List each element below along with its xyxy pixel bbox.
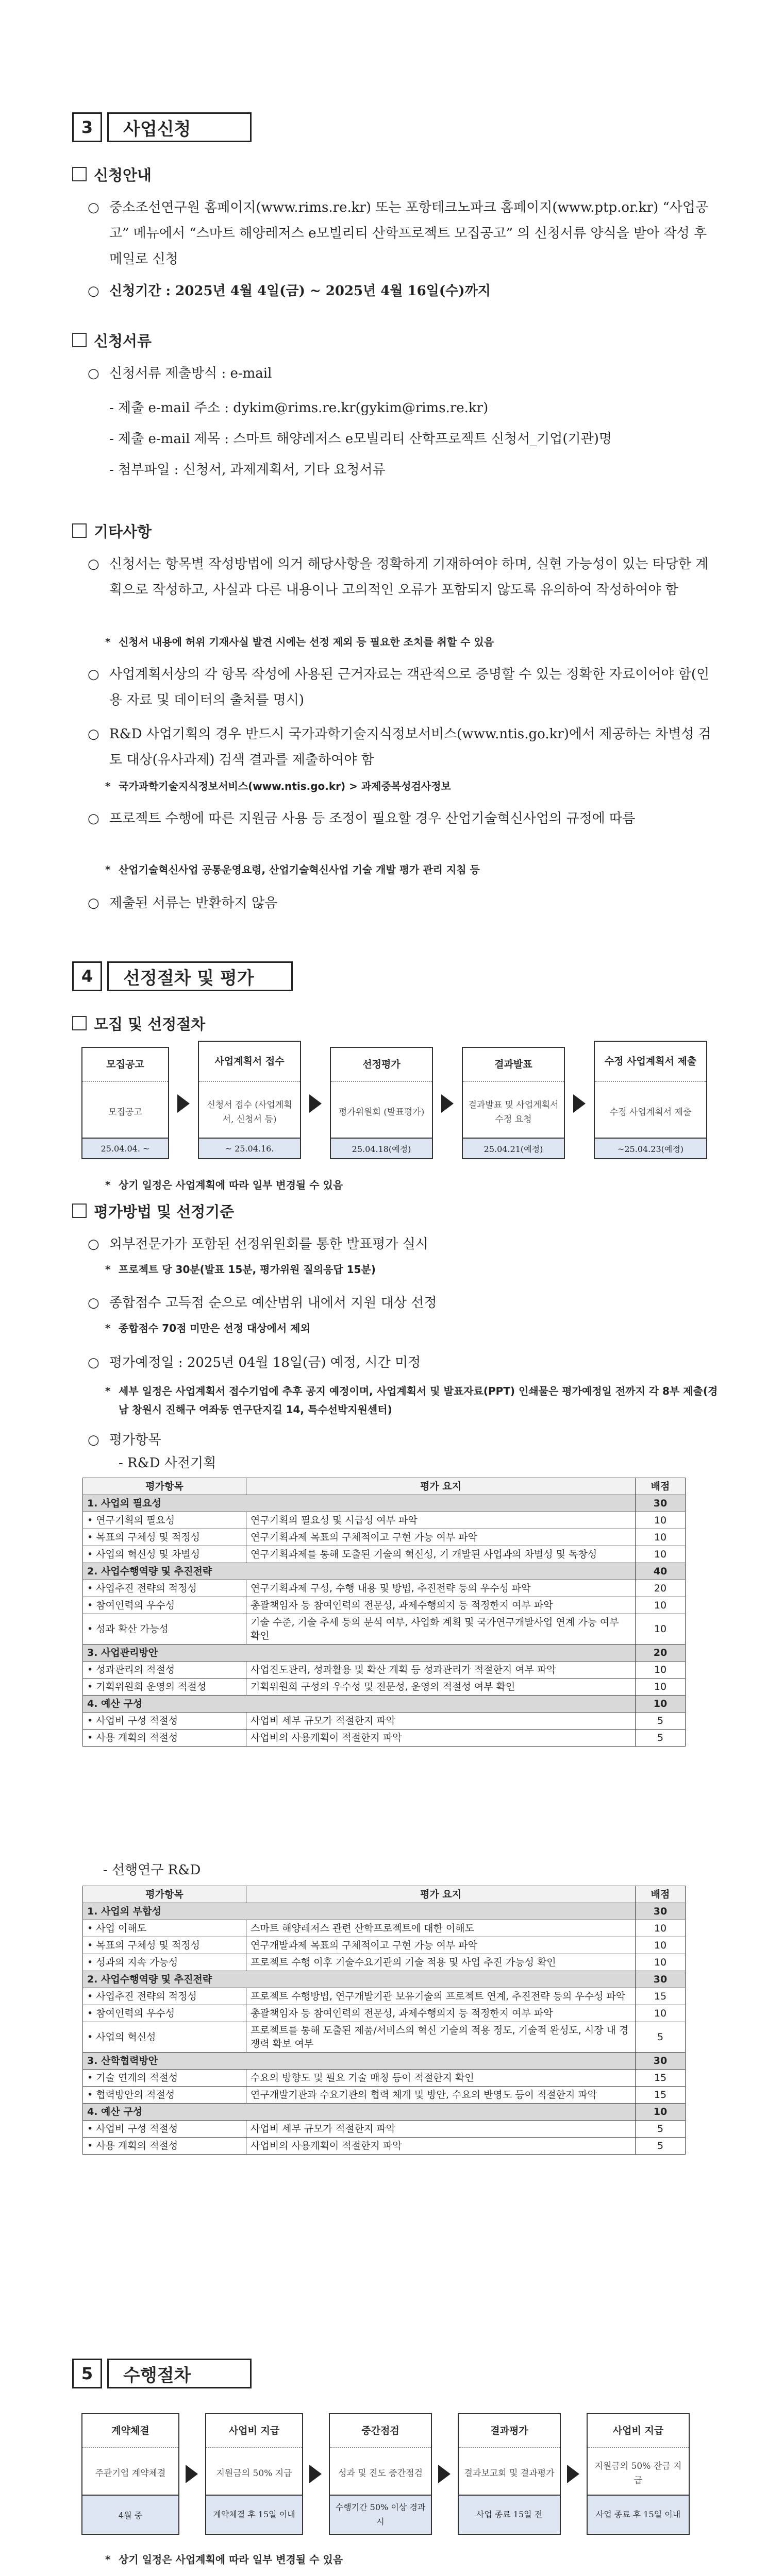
subsection-heading — [72, 1013, 205, 1034]
score-cell: 5 — [636, 1730, 686, 1747]
checkbox-icon — [72, 333, 87, 347]
table-row — [83, 1546, 686, 1563]
evaluation-table-preceding-rnd — [82, 1886, 686, 2155]
table-row — [83, 1662, 686, 1679]
flow-step-body: 주관기업 계약체결 — [95, 2468, 166, 2479]
star-bullet-icon: * — [105, 1263, 111, 1276]
table-row — [83, 1954, 686, 1971]
checkbox-icon — [72, 523, 87, 538]
star-bullet-icon: * — [105, 1322, 111, 1334]
arrow-right-icon — [309, 1094, 322, 1113]
paragraph — [88, 1350, 718, 1376]
paragraph-text: 중소조선연구원 홈페이지(www.rims.re.kr) 또는 포항테크노파크 홈페이지(www.ptp.or.kr) “사업공고” 메뉴에서 “스마트 해양레저스 e모빌리티 산학프로젝트 모집공고” 의 신청서류 양식을 받아 작성 후 메일로 신청 — [109, 200, 709, 267]
category-cell: 1. 사업의 부합성 — [83, 1903, 636, 1920]
flow-step-body: 결과보고회 및 결과평가 — [464, 2468, 555, 2479]
column-header: 평가항목 — [83, 1886, 246, 1903]
item-cell: • 목표의 구체성 및 적정성 — [83, 1937, 246, 1954]
column-header: 평가 요지 — [246, 1478, 636, 1495]
flow-step — [330, 1047, 433, 1159]
flow-step-title: 사업계획서 접수 — [199, 1042, 300, 1082]
table-row — [83, 1920, 686, 1937]
paragraph — [88, 721, 718, 773]
circle-bullet-icon: ○ — [88, 811, 99, 826]
table-label: - R&D 사전기획 — [119, 1455, 216, 1471]
note — [105, 777, 722, 795]
flow-step — [587, 2413, 690, 2535]
note-text: 상기 일정은 사업계획에 따라 일부 변경될 수 있음 — [119, 1179, 343, 1191]
category-cell: 3. 사업관리방안 — [83, 1645, 636, 1662]
flow-step-title: 사업비 지급 — [588, 2414, 689, 2448]
score-cell: 20 — [636, 1580, 686, 1597]
description-cell: 연구기획과제 구성, 수행 내용 및 방법, 추진전략 등의 우수성 파악 — [246, 1580, 636, 1597]
score-cell: 10 — [636, 2104, 686, 2121]
description-cell: 연구기획과제 목표의 구체적이고 구현 가능 여부 파악 — [246, 1529, 636, 1546]
circle-bullet-icon: ○ — [88, 895, 99, 911]
note — [105, 1176, 722, 1194]
column-header: 평가항목 — [83, 1478, 246, 1495]
star-bullet-icon: * — [105, 2553, 111, 2566]
arrow-right-icon — [567, 2465, 579, 2483]
flow-step-date: 25.04.04. ~ — [82, 1138, 168, 1158]
subsection-heading — [72, 1200, 234, 1222]
note-text: 산업기술혁신사업 공통운영요령, 산업기술혁신사업 기술 개발 평가 관리 지침 등 — [119, 863, 480, 876]
execution-flow-diagram — [76, 2413, 715, 2537]
description-cell: 스마트 해양레저스 관련 산학프로젝트에 대한 이해도 — [246, 1920, 636, 1937]
subsection-heading — [72, 520, 152, 541]
note — [105, 1260, 722, 1279]
section-title: 사업신청 — [107, 112, 252, 142]
section-number: 5 — [72, 2359, 102, 2388]
item-cell: • 사업의 혁신성 및 차별성 — [83, 1546, 246, 1563]
table-row — [83, 1988, 686, 2005]
flow-step-date: 25.04.18(예정) — [331, 1138, 432, 1158]
flow-step-body: 결과발표 및 사업계획서 수정 요청 — [468, 1100, 559, 1125]
note-text: 국가과학기술지식정보서비스(www.ntis.go.kr) > 과제중복성검사정보 — [119, 780, 451, 792]
table-category-row — [83, 1495, 686, 1512]
table-row — [83, 1580, 686, 1597]
circle-bullet-icon: ○ — [88, 1295, 99, 1311]
note — [105, 1319, 722, 1337]
item-cell: • 성과관리의 적절성 — [83, 1662, 246, 1679]
circle-bullet-icon: ○ — [88, 667, 99, 682]
category-cell: 1. 사업의 필요성 — [83, 1495, 636, 1512]
score-cell: 10 — [636, 1920, 686, 1937]
subsection-title: 기타사항 — [94, 523, 152, 540]
circle-bullet-icon: ○ — [88, 726, 99, 742]
paragraph-text: 평가항목 — [109, 1432, 161, 1448]
paragraph-text: 제출된 서류는 반환하지 않음 — [109, 895, 278, 911]
note — [105, 860, 722, 879]
flow-step-title: 중간점검 — [330, 2414, 431, 2448]
item-cell: • 연구기획의 필요성 — [83, 1512, 246, 1529]
score-cell: 20 — [636, 1645, 686, 1662]
paragraph-text: 프로젝트 수행에 따른 지원금 사용 등 조정이 필요할 경우 산업기술혁신사업의 규정에 따름 — [109, 811, 636, 826]
score-cell: 10 — [636, 1679, 686, 1696]
category-cell: 2. 사업수행역량 및 추진전략 — [83, 1971, 636, 1988]
arrow-right-icon — [177, 1094, 190, 1113]
paragraph — [88, 806, 718, 832]
checkbox-icon — [72, 1016, 87, 1030]
subsection-heading — [72, 330, 152, 351]
flow-step-body: 평가위원회 (발표평가) — [338, 1107, 425, 1117]
note-text: 프로젝트 당 30분(발표 15분, 평가위원 질의응답 15분) — [119, 1263, 376, 1276]
arrow-right-icon — [186, 2465, 198, 2483]
description-cell: 사업진도관리, 성과활용 및 확산 계획 등 성과관리가 적절한지 여부 파악 — [246, 1662, 636, 1679]
paragraph — [88, 551, 718, 603]
score-cell: 40 — [636, 1563, 686, 1580]
star-bullet-icon: * — [105, 780, 111, 792]
flow-step-body: 모집공고 — [108, 1107, 142, 1117]
item-cell: • 사용 계획의 적절성 — [83, 2138, 246, 2155]
section-3-header — [72, 112, 252, 142]
subsection-heading — [72, 164, 152, 185]
star-bullet-icon: * — [105, 636, 111, 648]
score-cell: 10 — [636, 1597, 686, 1614]
table-row — [83, 1529, 686, 1546]
arrow-right-icon — [438, 2465, 451, 2483]
dash-item: - 첨부파일 : 신청서, 과제계획서, 기타 요청서류 — [109, 462, 386, 478]
dash-item: - 제출 e-mail 제목 : 스마트 해양레저스 e모빌리티 산학프로젝트 신청서_기업(기관)명 — [109, 431, 612, 447]
flow-step-date: 4월 중 — [82, 2495, 178, 2534]
score-cell: 30 — [636, 1495, 686, 1512]
table-header-row — [83, 1478, 686, 1495]
score-cell: 10 — [636, 1529, 686, 1546]
flow-step-title: 사업비 지급 — [206, 2414, 302, 2448]
flow-step-title: 결과발표 — [463, 1048, 564, 1082]
item-cell: • 기획위원회 운영의 적절성 — [83, 1679, 246, 1696]
flow-step-date: 계약체결 후 15일 이내 — [206, 2495, 302, 2534]
table-row — [83, 1730, 686, 1747]
subsection-title: 신청안내 — [94, 166, 152, 184]
description-cell: 연구기획과제를 통해 도출된 기술의 혁신성, 기 개발된 사업과의 차별성 및 독창성 — [246, 1546, 636, 1563]
flow-step — [329, 2413, 432, 2535]
score-cell: 5 — [636, 1713, 686, 1730]
circle-bullet-icon: ○ — [88, 366, 99, 381]
score-cell: 10 — [636, 1954, 686, 1971]
item-cell: • 성과 확산 가능성 — [83, 1614, 246, 1645]
score-cell: 10 — [636, 1512, 686, 1529]
circle-bullet-icon: ○ — [88, 556, 99, 572]
score-cell: 5 — [636, 2138, 686, 2155]
paragraph-text: 외부전문가가 포함된 선정위원회를 통한 발표평가 실시 — [109, 1236, 428, 1252]
flow-step — [462, 1047, 565, 1159]
flow-step — [198, 1041, 301, 1159]
table-row — [83, 1614, 686, 1645]
subsection-title: 모집 및 선정절차 — [94, 1015, 206, 1033]
star-bullet-icon: * — [105, 863, 111, 876]
column-header: 평가 요지 — [246, 1886, 636, 1903]
column-header: 배점 — [636, 1478, 686, 1495]
description-cell: 총괄책임자 등 참여인력의 전문성, 과제수행의지 등 적정한지 여부 파악 — [246, 1597, 636, 1614]
flow-step-title: 선정평가 — [331, 1048, 432, 1082]
score-cell: 15 — [636, 2087, 686, 2104]
flow-step-date: 사업 종료 15일 전 — [459, 2495, 560, 2534]
flow-step-title: 계약체결 — [82, 2414, 178, 2448]
table-row — [83, 2138, 686, 2155]
description-cell: 사업비의 사용계획이 적절한지 파악 — [246, 1730, 636, 1747]
score-cell: 5 — [636, 2121, 686, 2138]
description-cell: 연구개발기관과 수요기관의 협력 체계 및 방안, 수요의 반영도 등이 적절한지 파악 — [246, 2087, 636, 2104]
star-bullet-icon — [105, 2574, 110, 2576]
description-cell: 기술 수준, 기술 추세 등의 분석 여부, 사업화 계획 및 국가연구개발사업 연계 가능 여부 확인 — [246, 1614, 636, 1645]
score-cell: 10 — [636, 1546, 686, 1563]
description-cell: 사업비의 사용계획이 적절한지 파악 — [246, 2138, 636, 2155]
flow-step-body: 수정 사업계획서 제출 — [609, 1107, 692, 1117]
description-cell: 사업비 세부 규모가 적절한지 파악 — [246, 1713, 636, 1730]
note-text: 신청서 내용에 허위 기재사실 발견 시에는 선정 제외 등 필요한 조치를 취할 수 있음 — [119, 636, 494, 648]
item-cell: • 사업 이해도 — [83, 1920, 246, 1937]
dash-item: - 제출 e-mail 주소 : dykim@rims.re.kr(gykim@rims.re.kr) — [109, 400, 489, 416]
item-cell: • 사업추진 전략의 적정성 — [83, 1988, 246, 2005]
table-row — [83, 2070, 686, 2087]
score-cell: 15 — [636, 1988, 686, 2005]
table-row — [83, 1597, 686, 1614]
flow-step — [594, 1041, 707, 1159]
table-label: - 선행연구 R&D — [103, 1862, 201, 1878]
flow-step-title: 모집공고 — [82, 1048, 168, 1082]
score-cell: 30 — [636, 1903, 686, 1920]
table-category-row — [83, 1971, 686, 1988]
section-5-header — [72, 2359, 252, 2388]
category-cell: 3. 산학협력방안 — [83, 2053, 636, 2070]
description-cell: 사업비 세부 규모가 적절한지 파악 — [246, 2121, 636, 2138]
section-title: 선정절차 및 평가 — [107, 961, 293, 991]
category-cell: 2. 사업수행역량 및 추진전략 — [83, 1563, 636, 1580]
circle-bullet-icon: ○ — [88, 200, 99, 215]
item-cell: • 협력방안의 적절성 — [83, 2087, 246, 2104]
subsection-title: 신청서류 — [94, 332, 152, 350]
circle-bullet-icon: ○ — [88, 1432, 99, 1448]
table-category-row — [83, 2104, 686, 2121]
score-cell: 10 — [636, 1696, 686, 1713]
arrow-right-icon — [441, 1094, 454, 1113]
selection-flow-diagram — [76, 1041, 715, 1162]
table-row — [83, 1679, 686, 1696]
arrow-right-icon — [309, 2465, 322, 2483]
flow-step-body: 신청서 접수 (사업계획서, 신청서 등) — [207, 1100, 292, 1125]
table-category-row — [83, 1903, 686, 1920]
subsection-title: 평가방법 및 선정기준 — [94, 1203, 235, 1221]
table-category-row — [83, 1645, 686, 1662]
table-row — [83, 2022, 686, 2053]
item-cell: • 참여인력의 우수성 — [83, 2005, 246, 2022]
paragraph — [88, 662, 718, 713]
score-cell: 10 — [636, 1614, 686, 1645]
item-cell: • 성과의 지속 가능성 — [83, 1954, 246, 1971]
table-category-row — [83, 2053, 686, 2070]
table-row — [83, 2005, 686, 2022]
flow-step-date: 수행기간 50% 이상 경과 시 — [330, 2495, 431, 2534]
evaluation-table-rnd-planning — [82, 1478, 686, 1747]
score-cell: 10 — [636, 2005, 686, 2022]
flow-step-title: 수정 사업계획서 제출 — [595, 1042, 706, 1082]
note — [105, 1382, 722, 1419]
checkbox-icon — [72, 167, 87, 181]
flow-step — [81, 1047, 169, 1159]
circle-bullet-icon: ○ — [88, 1355, 99, 1370]
circle-bullet-icon: ○ — [88, 1236, 99, 1252]
item-cell: • 기술 연계의 적절성 — [83, 2070, 246, 2087]
description-cell: 총괄책임자 등 참여인력의 전문성, 과제수행의지 등 적정한지 여부 파악 — [246, 2005, 636, 2022]
star-bullet-icon: * — [105, 1179, 111, 1191]
description-cell: 프로젝트를 통해 도출된 제품/서비스의 혁신 기술의 적용 정도, 기술적 완성도, 시장 내 경쟁력 확보 여부 — [246, 2022, 636, 2053]
description-cell: 프로젝트 수행방법, 연구개발기관 보유기술의 프로젝트 연계, 추진전략 등의 우수성 파악 — [246, 1988, 636, 2005]
category-cell: 4. 예산 구성 — [83, 1696, 636, 1713]
score-cell: 10 — [636, 1937, 686, 1954]
table-row — [83, 2121, 686, 2138]
note-text: 종합점수 70점 미만은 선정 대상에서 제외 — [119, 1322, 310, 1334]
description-cell: 기획위원회 구성의 우수성 및 전문성, 운영의 적절성 여부 확인 — [246, 1679, 636, 1696]
paragraph-text: 신청기간 : 2025년 4월 4일(금) ~ 2025년 4월 16일(수)까지 — [109, 283, 491, 299]
table-header-row — [83, 1886, 686, 1903]
table-row — [83, 2087, 686, 2104]
note — [105, 2550, 722, 2569]
table-category-row — [83, 1563, 686, 1580]
paragraph-text: 사업계획서상의 각 항목 작성에 사용된 근거자료는 객관적으로 증명할 수 있는 정확한 자료이어야 함(인용 자료 및 데이터의 출처를 명시) — [109, 667, 710, 708]
paragraph — [88, 890, 718, 916]
paragraph — [88, 361, 718, 386]
section-title: 수행절차 — [107, 2359, 252, 2388]
section-number: 4 — [72, 961, 102, 991]
score-cell: 30 — [636, 1971, 686, 1988]
column-header: 배점 — [636, 1886, 686, 1903]
item-cell: • 목표의 구체성 및 적정성 — [83, 1529, 246, 1546]
note-text: 세부 일정은 사업계획서 접수기업에 추후 공지 예정이며, 사업계획서 및 발표자료(PPT) 인쇄물은 평가예정일 전까지 각 8부 제출(경남 창원시 진해구 여좌동 연구단지길 14, 특수선박지원센터) — [119, 1385, 718, 1416]
paragraph-text: R&D 사업기획의 경우 반드시 국가과학기술지식정보서비스(www.ntis.go.kr)에서 제공하는 차별성 검토 대상(유사과제) 검색 결과를 제출하여야 함 — [109, 726, 711, 768]
score-cell: 10 — [636, 1662, 686, 1679]
flow-step-body: 성과 및 진도 중간점검 — [338, 2468, 423, 2479]
table-row — [83, 1512, 686, 1529]
flow-step — [205, 2413, 303, 2535]
paragraph — [88, 1231, 718, 1257]
table-row — [83, 1937, 686, 1954]
star-bullet-icon: * — [105, 1385, 111, 1397]
category-cell: 4. 예산 구성 — [83, 2104, 636, 2121]
note — [105, 633, 722, 651]
paragraph — [88, 278, 718, 304]
paragraph-text: 종합점수 고득점 순으로 예산범위 내에서 지원 대상 선정 — [109, 1295, 437, 1311]
note-text: 상기 일정은 사업계획에 따라 일부 변경될 수 있음 — [119, 2553, 343, 2566]
flow-step-date: 25.04.21(예정) — [463, 1138, 564, 1158]
section-number: 3 — [72, 112, 102, 142]
paragraph-text: 신청서는 항목별 작성방법에 의거 해당사항을 정확하게 기재하여야 하며, 실현 가능성이 있는 타당한 계획으로 작성하고, 사실과 다른 내용이나 고의적인 오류가 포함되지 않도록 유의하여 작성하여야 함 — [109, 556, 709, 598]
note — [119, 2574, 722, 2576]
item-cell: • 참여인력의 우수성 — [83, 1597, 246, 1614]
score-cell: 30 — [636, 2053, 686, 2070]
flow-step-title: 결과평가 — [459, 2414, 560, 2448]
flow-step-body: 지원금의 50% 지급 — [216, 2468, 292, 2479]
item-cell: • 사업비 구성 적절성 — [83, 1713, 246, 1730]
flow-step — [81, 2413, 179, 2535]
flow-step-body: 지원금의 50% 잔금 지급 — [594, 2461, 682, 2486]
score-cell: 5 — [636, 2022, 686, 2053]
flow-step — [458, 2413, 561, 2535]
score-cell: 15 — [636, 2070, 686, 2087]
item-cell: • 사용 계획의 적절성 — [83, 1730, 246, 1747]
flow-step-date: 사업 종료 후 15일 이내 — [588, 2495, 689, 2534]
arrow-right-icon — [573, 1094, 586, 1113]
description-cell: 수요의 방향도 및 필요 기술 매칭 등이 적절한지 확인 — [246, 2070, 636, 2087]
item-cell: • 사업비 구성 적절성 — [83, 2121, 246, 2138]
section-4-header — [72, 961, 293, 991]
table-category-row — [83, 1696, 686, 1713]
paragraph — [88, 195, 718, 272]
description-cell: 연구개발과제 목표의 구체적이고 구현 가능 여부 파악 — [246, 1937, 636, 1954]
flow-step-date: ~25.04.23(예정) — [595, 1138, 706, 1158]
item-cell: • 사업추진 전략의 적정성 — [83, 1580, 246, 1597]
paragraph-text: 신청서류 제출방식 : e-mail — [109, 366, 272, 381]
checkbox-icon — [72, 1204, 87, 1218]
paragraph-text: 평가예정일 : 2025년 04월 18일(금) 예정, 시간 미정 — [109, 1355, 421, 1370]
circle-bullet-icon: ○ — [88, 283, 99, 299]
description-cell: 프로젝트 수행 이후 기술수요기관의 기술 적용 및 사업 추진 가능성 확인 — [246, 1954, 636, 1971]
description-cell: 연구기획의 필요성 및 시급성 여부 파악 — [246, 1512, 636, 1529]
flow-step-date: ~ 25.04.16. — [199, 1138, 300, 1158]
paragraph — [88, 1427, 718, 1453]
paragraph — [88, 1290, 718, 1316]
table-row — [83, 1713, 686, 1730]
item-cell: • 사업의 혁신성 — [83, 2022, 246, 2053]
